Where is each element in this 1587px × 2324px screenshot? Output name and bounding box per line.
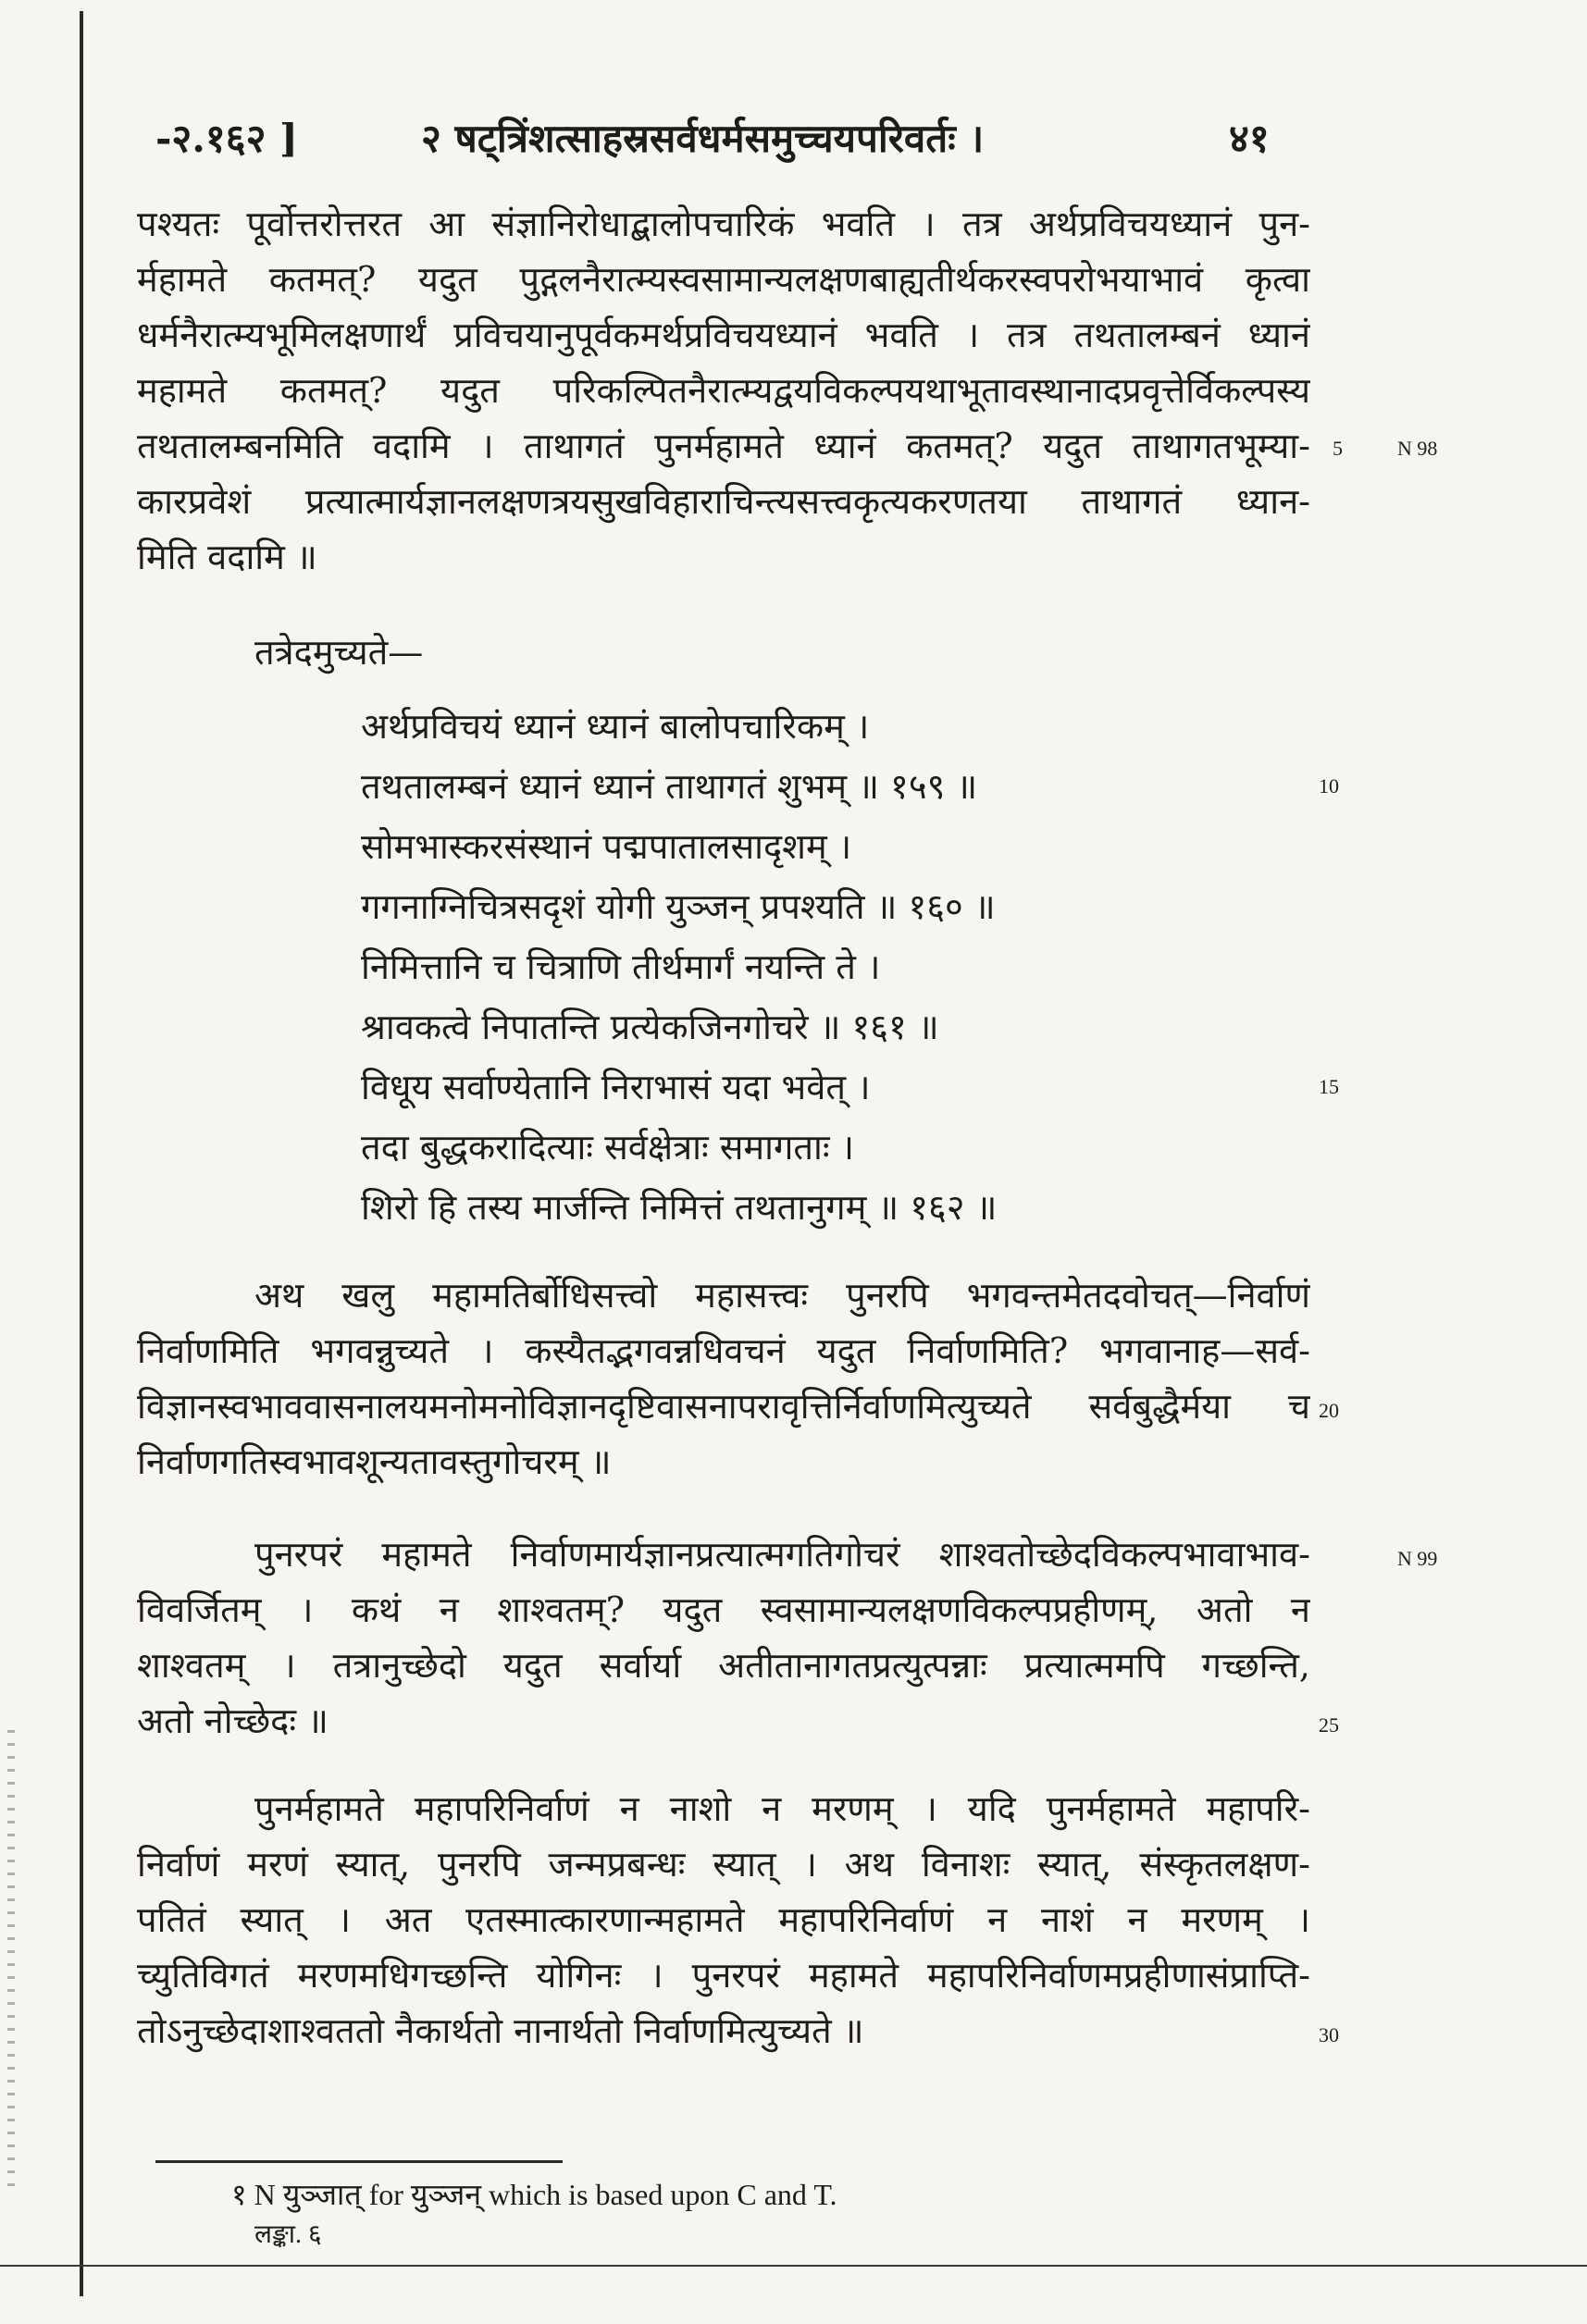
prose-line: मिति वदामि ॥	[137, 537, 317, 577]
footnote-rule	[155, 2160, 563, 2163]
line-number: 10	[1319, 774, 1339, 797]
prose-line: धर्मनैरात्म्यभूमिलक्षणार्थं प्रविचयानुपूर्वकमर्थप्रविचयध्यानं भवति । तत्र तथतालम्बनं ध्यानं	[137, 315, 1310, 355]
verse-line: तदा बुद्धकरादित्याः सर्वक्षेत्राः समागताः ।	[361, 1127, 855, 1168]
verse-intro: तत्रेदमुच्यते—	[254, 632, 424, 673]
signature-mark: लङ्का. ६	[254, 2220, 322, 2249]
prose-line: कारप्रवेशं प्रत्यात्मार्यज्ञानलक्षणत्रयसुखविहाराचिन्त्यसत्त्वकृत्यकरणतया ताथागतं ध्यान-	[137, 481, 1310, 522]
line-number: 15	[1319, 1075, 1339, 1098]
line-number: 5	[1333, 437, 1343, 460]
header-section-ref: -२.१६२ ]	[155, 116, 298, 161]
prose-line: निर्वाणमिति भगवन्नुच्यते । कस्यैतद्भगवन्नधिवचनं यदुत निर्वाणमिति? भगवानाह—सर्व-	[137, 1330, 1310, 1371]
prose-line: पुनर्महामते महापरिनिर्वाणं न नाशो न मरणम् । यदि पुनर्महामते महापरि-	[254, 1788, 1310, 1829]
prose-line: महामते कतमत्? यदुत परिकल्पितनैरात्म्यद्वयविकल्पयथाभूतावस्थानादप्रवृत्तेर्विकल्पस्य	[137, 370, 1310, 411]
verse-line: अर्थप्रविचयं ध्यानं ध्यानं बालोपचारिकम् ।	[361, 706, 870, 747]
prose-line: तोऽनुच्छेदाशाश्वततो नैकार्थतो नानार्थतो निर्वाणमित्युच्यते ॥	[137, 2010, 864, 2051]
verse-line: शिरो हि तस्य मार्जन्ति निमित्तं तथतानुगम् ॥ १६२ ॥	[361, 1187, 998, 1228]
margin-ref: N 99	[1397, 1547, 1438, 1570]
prose-line: अतो नोच्छेदः ॥	[137, 1700, 329, 1741]
prose-line: र्महामते कतमत्? यदुत पुद्गलनैरात्म्यस्वसामान्यलक्षणबाह्यतीर्थकरस्वपरोभयाभावं कृत्वा	[137, 259, 1310, 300]
prose-line: शाश्वतम् । तत्रानुच्छेदो यदुत सर्वार्या अतीतानागतप्रत्युत्पन्नाः प्रत्यात्ममपि गच्छन्ति,	[137, 1645, 1310, 1686]
margin-ref: N 98	[1397, 437, 1438, 460]
prose-line: निर्वाणगतिस्वभावशून्यतावस्तुगोचरम् ॥	[137, 1441, 612, 1482]
prose-line: पुनरपरं महामते निर्वाणमार्यज्ञानप्रत्यात्मगतिगोचरं शाश्वतोच्छेदविकल्पभावाभाव-	[254, 1534, 1310, 1575]
verse-line: निमित्तानि च चित्राणि तीर्थमार्गं नयन्ति ते ।	[361, 946, 881, 987]
prose-line: पतितं स्यात् । अत एतस्मात्कारणान्महामते महापरिनिर्वाणं न नाशं न मरणम् ।	[137, 1899, 1310, 1940]
line-number: 20	[1319, 1399, 1339, 1422]
prose-line: तथतालम्बनमिति वदामि । ताथागतं पुनर्महामते ध्यानं कतमत्? यदुत ताथागतभूम्या-	[137, 426, 1310, 466]
prose-line: विज्ञानस्वभाववासनालयमनोमनोविज्ञानदृष्टिवासनापरावृत्तिर्निर्वाणमित्युच्यते सर्वबुद्धैर्मया च	[137, 1386, 1310, 1427]
page-binding-rule	[80, 11, 83, 2296]
prose-line: निर्वाणं मरणं स्यात्, पुनरपि जन्मप्रबन्धः स्यात् । अथ विनाशः स्यात्, संस्कृतलक्षण-	[137, 1844, 1310, 1885]
verse-line: श्रावकत्वे निपातन्ति प्रत्येकजिनगोचरे ॥ १६१ ॥	[361, 1007, 939, 1047]
prose-line: च्युतिविगतं मरणमधिगच्छन्ति योगिनः । पुनरपरं महामते महापरिनिर्वाणमप्रहीणासंप्राप्ति-	[137, 1955, 1310, 1996]
header-title: २ षट्त्रिंशत्साहस्रसर्वधर्मसमुच्चयपरिवर्तः ।	[421, 116, 985, 161]
prose-line: पश्यतः पूर्वोत्तरोत्तरत आ संज्ञानिरोधाद्बालोपचारिकं भवति । तत्र अर्थप्रविचयध्यानं पुन-	[137, 204, 1310, 244]
page-number: ४१	[1229, 116, 1270, 161]
verse-line: तथतालम्बनं ध्यानं ध्यानं ताथागतं शुभम् ॥ १५९ ॥	[361, 766, 978, 807]
prose-line: अथ खलु महामतिर्बोधिसत्त्वो महासत्त्वः पुनरपि भगवन्तमेतदवोचत्—निर्वाणं	[254, 1275, 1310, 1316]
verse-line: सोमभास्करसंस्थानं पद्मपातालसादृशम् ।	[361, 826, 852, 867]
verse-line: विधूय सर्वाण्येतानि निराभासं यदा भवेत् ।	[361, 1067, 871, 1107]
footnote: १ N युञ्जात् for युञ्जन् which is based upon C and T.	[231, 2178, 837, 2211]
line-number: 25	[1319, 1713, 1339, 1737]
line-number: 30	[1319, 2023, 1339, 2046]
page-bottom-rule	[0, 2265, 1587, 2267]
prose-line: विवर्जितम् । कथं न शाश्वतम्? यदुत स्वसामान्यलक्षणविकल्पप्रहीणम्, अतो न	[137, 1589, 1310, 1630]
scan-edge-marks	[7, 1730, 15, 2193]
verse-line: गगनाग्निचित्रसदृशं योगी युञ्जन् प्रपश्यति ॥ १६० ॥	[361, 886, 996, 927]
